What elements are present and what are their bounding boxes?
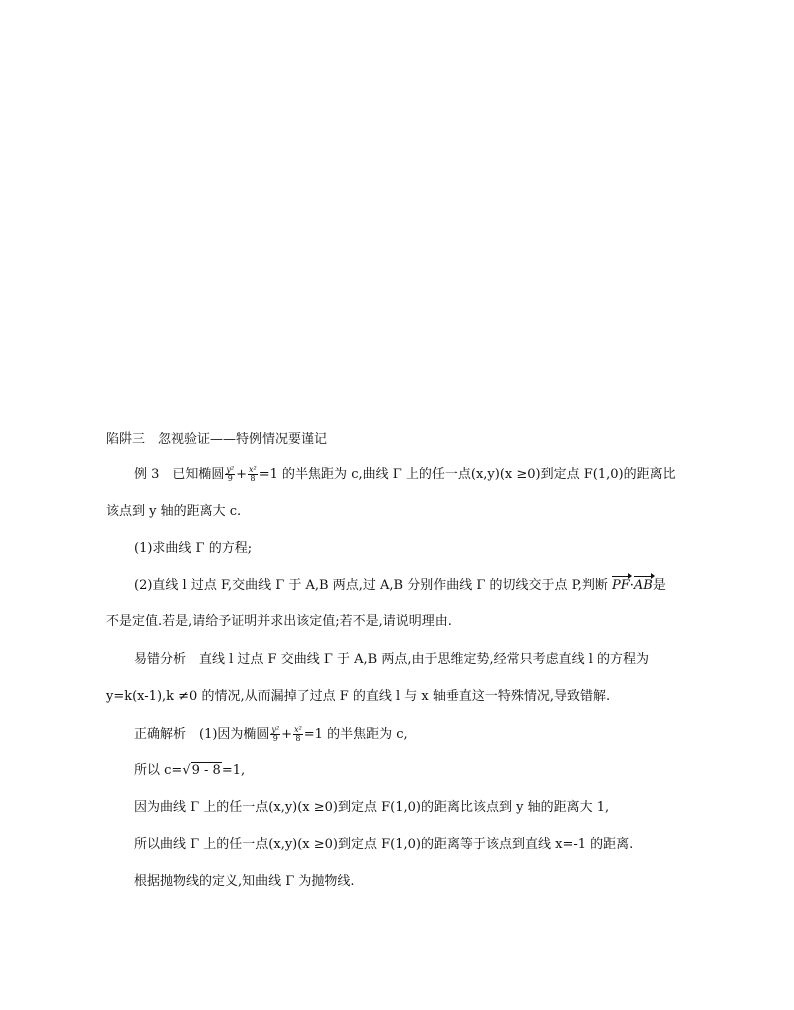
radicand: 9 - 8	[191, 763, 221, 778]
fraction-denominator: 9	[227, 474, 233, 483]
fraction-x2-over-8	[293, 726, 303, 743]
solution-c-result: =1,	[221, 763, 246, 778]
question-2-line-2: 不是定值.若是,请给予证明并求出该定值;若不是,请说明理由.	[106, 614, 452, 629]
solution-line-3: 因为曲线 Γ 上的任一点(x,y)(x ≥0)到定点 F(1,0)的距离比该点到 y 轴的距离大 1,	[134, 800, 610, 815]
square-root: √9 - 8	[182, 763, 221, 778]
error-analysis-line-2: y=k(x-1),k ≠0 的情况,从而漏掉了过点 F 的直线 l 与 x 轴垂直这一特殊情况,导致错解.	[106, 689, 611, 704]
fraction-denominator: 8	[295, 734, 301, 743]
fraction-denominator: 8	[250, 474, 256, 483]
section-title: 陷阱三 忽视验证——特例情况要谨记	[106, 432, 328, 447]
solution-line-5: 根据抛物线的定义,知曲线 Γ 为抛物线.	[134, 874, 355, 889]
fraction-numerator: y²	[271, 725, 280, 734]
example-intro: 例 3 已知椭圆	[134, 467, 225, 482]
fraction-denominator: 9	[272, 734, 278, 743]
fraction-numerator: x²	[249, 465, 257, 474]
solution-intro: 正确解析 (1)因为椭圆	[134, 727, 270, 742]
vector-ab: AB	[633, 578, 653, 593]
solution-line-4: 所以曲线 Γ 上的任一点(x,y)(x ≥0)到定点 F(1,0)的距离等于该点到直线 x=-1 的距离.	[134, 837, 634, 852]
solution-focal: =1 的半焦距为 c,	[303, 727, 408, 742]
plus-sign: +	[236, 467, 248, 482]
solution-line-1	[134, 726, 408, 743]
fraction-y2-over-9	[270, 726, 280, 743]
example-condition: =1 的半焦距为 c,曲线 Γ 上的任一点(x,y)(x ≥0)到定点 F(1,0)的距离比	[258, 467, 676, 482]
solution-c-label: 所以 c=	[134, 763, 183, 778]
vector-pf: PF	[612, 578, 630, 593]
fraction-x2-over-8	[248, 466, 258, 483]
solution-line-2	[134, 763, 245, 779]
dot-operator: ·	[629, 578, 634, 593]
question-1: (1)求曲线 Γ 的方程;	[134, 541, 253, 556]
fraction-y2-over-9	[225, 466, 235, 483]
question-2-text: (2)直线 l 过点 F,交曲线 Γ 于 A,B 两点,过 A,B 分别作曲线 Γ 的切线交于点 P,判断	[134, 578, 612, 593]
error-analysis-line-1: 易错分析 直线 l 过点 F 交曲线 Γ 于 A,B 两点,由于思维定势,经常只考虑直线 l 的方程为	[134, 652, 650, 667]
fraction-numerator: x²	[294, 725, 302, 734]
question-2-line-1	[134, 578, 666, 594]
plus-sign: +	[281, 727, 293, 742]
example-line-2: 该点到 y 轴的距离大 c.	[106, 504, 242, 519]
example-line-1	[134, 466, 676, 483]
fraction-numerator: y²	[226, 465, 235, 474]
question-2-tail: 是	[652, 578, 666, 593]
